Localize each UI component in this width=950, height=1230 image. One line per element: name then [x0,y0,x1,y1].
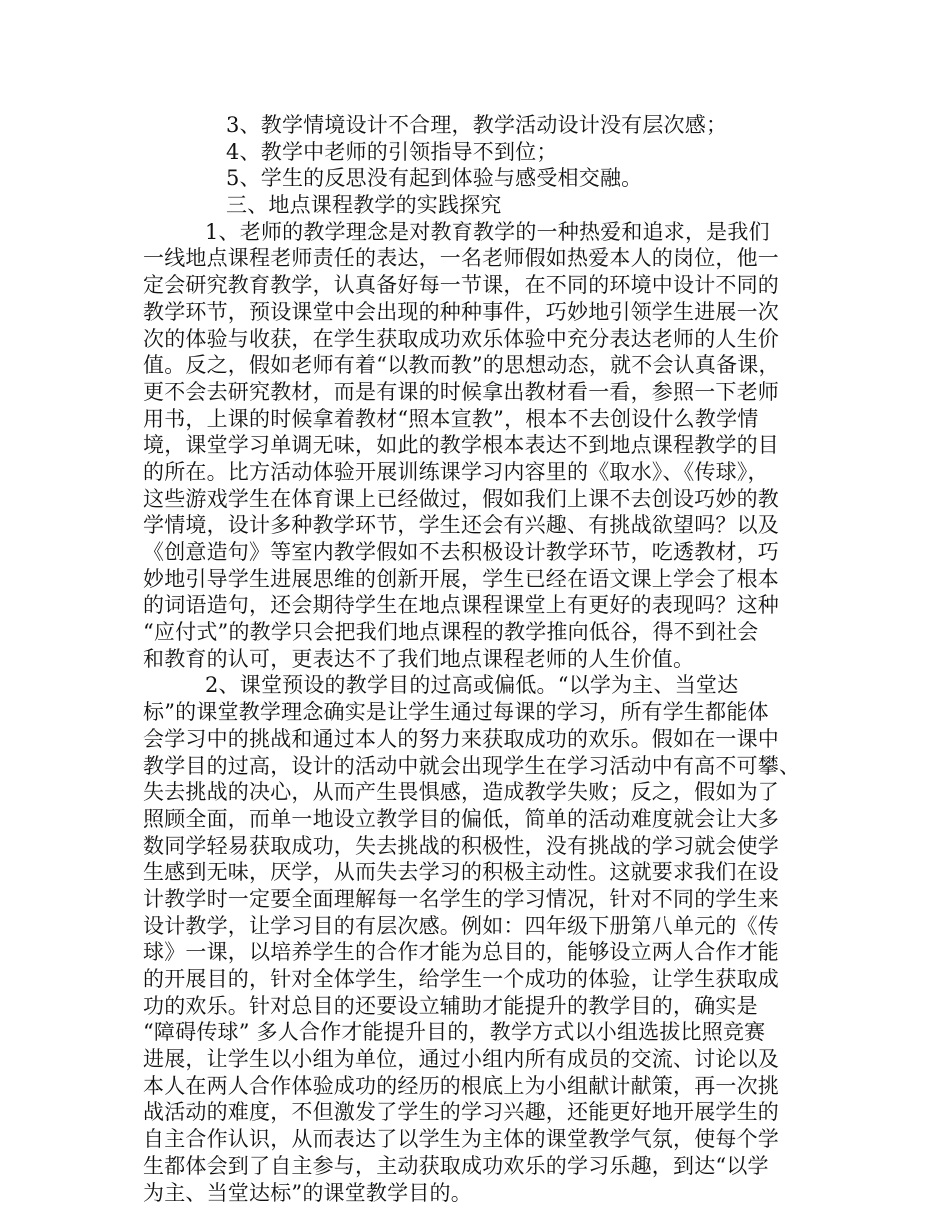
paragraph-line: 学情境，设计多种教学环节，学生还会有兴趣、有挑战欲望吗？以及 [143,513,779,538]
paragraph-line: 会学习中的挑战和通过本人的努力来获取成功的欢乐。假如在一课中 [143,726,779,751]
paragraph-line: 和教育的认可，更表达不了我们地点课程老师的人生价值。 [143,646,695,671]
paragraph-line: 进展，让学生以小组为单位，通过小组内所有成员的交流、讨论以及 [143,1047,779,1072]
paragraph-line: 教学目的过高，设计的活动中就会出现学生在学习活动中有高不可攀、 [143,753,801,778]
paragraph-line: 值。反之，假如老师有着“以教而教”的思想动态，就不会认真备课， [143,353,780,378]
paragraph-line: 次的体验与收获，在学生获取成功欢乐体验中充分表达老师的人生价 [143,326,779,351]
paragraph-line: 计教学时一定要全面理解每一名学生的学习情况，针对不同的学生来 [143,886,779,911]
paragraph-line: 本人在两人合作体验成功的经历的根底上为小组献计献策，再一次挑 [143,1073,779,1098]
paragraph-line: 战活动的难度，不但激发了学生的学习兴趣，还能更好地开展学生的 [143,1100,779,1125]
list-item: 4、教学中老师的引领指导不到位； [226,139,558,164]
list-item: 3、教学情境设计不合理，教学活动设计没有层次感； [226,113,728,137]
paragraph-line: 的所在。比方活动体验开展训练课学习内容里的《取水》、《传球》， [143,459,769,484]
paragraph-line: 数同学轻易获取成功，失去挑战的积极性，没有挑战的学习就会使学 [143,833,779,858]
paragraph-2 [143,672,813,1206]
paragraph-line: 更不会去研究教材，而是有课的时候拿出教材看一看，参照一下老师 [143,379,779,404]
paragraph-1 [143,219,813,673]
section-heading: 三、地点课程教学的实践探究 [226,193,502,218]
paragraph-line: 功的欢乐。针对总目的还要设立辅助才能提升的教学目的，确实是 [143,993,758,1018]
paragraph-line: 生都体会到了自主参与，主动获取成功欢乐的学习乐趣，到达“以学 [143,1153,769,1178]
paragraph-line: 设计教学，让学习目的有层次感。例如：四年级下册第八单元的《传 [143,913,779,938]
paragraph-line: 2、课堂预设的教学目的过高或偏低。“以学为主、当堂达 [205,673,739,698]
paragraph-line: 定会研究教育教学，认真备好每一节课，在不同的环境中设计不同的 [143,273,779,298]
paragraph-line: 一线地点课程老师责任的表达，一名老师假如热爱本人的岗位，他一 [143,246,779,271]
document-body [143,112,813,1206]
paragraph-line: 《创意造句》等室内教学假如不去积极设计教学环节，吃透教材，巧 [143,540,779,564]
paragraph-line: 照顾全面，而单一地设立教学目的偏低，简单的活动难度就会让大多 [143,806,779,831]
paragraph-line: “障碍传球” 多人合作才能提升目的，教学方式以小组选拔比照竞赛 [143,1020,766,1045]
paragraph-line: 妙地引导学生进展思维的创新开展，学生已经在语文课上学会了根本 [143,566,779,591]
paragraph-line: 生感到无味，厌学，从而失去学习的积极主动性。这就要求我们在设 [143,860,779,885]
paragraph-line: 教学环节，预设课堂中会出现的种种事件，巧妙地引领学生进展一次 [143,299,779,324]
paragraph-line: 这些游戏学生在体育课上已经做过，假如我们上课不去创设巧妙的教 [143,486,779,511]
paragraph-line: “应付式”的教学只会把我们地点课程的教学推向低谷，得不到社会 [143,620,759,645]
paragraph-line: 境，课堂学习单调无味，如此的教学根本表达不到地点课程教学的目 [143,433,779,458]
paragraph-line: 的开展目的，针对全体学生，给学生一个成功的体验，让学生获取成 [143,967,779,991]
paragraph-line: 1、老师的教学理念是对教育教学的一种热爱和追求，是我们 [205,219,770,244]
paragraph-line: 标”的课堂教学理念确实是让学生通过每课的学习，所有学生都能体 [143,700,769,725]
list-item: 5、学生的反思没有起到体验与感受相交融。 [226,166,643,191]
paragraph-line: 为主、当堂达标”的课堂教学目的。 [143,1180,472,1205]
paragraph-line: 用书，上课的时候拿着教材“照本宣教”，根本不去创设什么教学情 [143,406,759,431]
paragraph-line: 的词语造句，还会期待学生在地点课程课堂上有更好的表现吗？这种 [143,593,779,618]
paragraph-line: 失去挑战的决心，从而产生畏惧感，造成教学失败；反之，假如为了 [143,780,779,805]
paragraph-line: 球》一课，以培养学生的合作才能为总目的，能够设立两人合作才能 [143,940,779,965]
paragraph-line: 自主合作认识，从而表达了以学生为主体的课堂教学气氛，使每个学 [143,1127,779,1152]
